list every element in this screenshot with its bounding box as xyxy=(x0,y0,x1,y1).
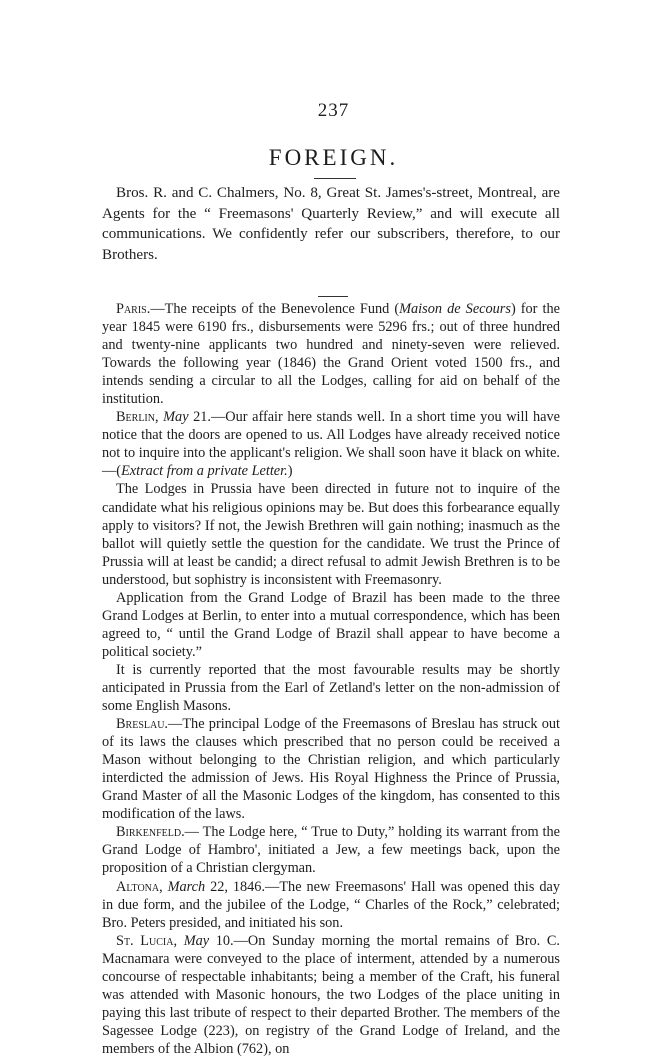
place-name: St. Lucia, xyxy=(116,932,178,949)
paragraph-text: ) xyxy=(287,463,293,480)
italic-text: Extract from a private Letter. xyxy=(121,463,288,480)
italic-text: Maison de Secours xyxy=(399,301,511,317)
paragraph-text: ) for the year 1845 were 6190 frs., disbursements were 5296 frs.; out of three hundred and twenty-nine applicants two hundred and ninety-seven were relieved. Towards the following year (1846) the Grand Orient voted 1500 frs., and intends sending a circular to all the Lodges, calling for aid on behalf of the institution. xyxy=(102,301,560,408)
place-name: Altona, xyxy=(116,878,163,895)
paragraph-paris xyxy=(102,300,560,408)
section-title: FOREIGN. xyxy=(268,145,399,170)
place-name: Breslau. xyxy=(116,716,169,733)
place-name: Paris. xyxy=(116,301,151,317)
news-block xyxy=(102,300,560,1058)
date-month: March xyxy=(162,878,206,895)
paragraph-text: —The principal Lodge of the Freemasons of Breslau has struck out of its laws the clauses which prescribed that no person could be received a Mason without belonging to the Christian religion, and which particularly interdicted the admission of Jews. His Royal Highness the Prince of Prussia, Grand Master of all the Masonic Lodges of the kingdom, has consented to this modification of the laws. xyxy=(102,716,560,823)
date-month: May xyxy=(158,409,189,426)
paragraph-brazil: Application from the Grand Lodge of Brazil has been made to the three Grand Lodges at Berlin, to enter into a mutual correspondence, which has been agreed to, “ until the Grand Lodge of Brazil shall appear to have become a political society.” xyxy=(102,589,560,660)
place-name: Birkenfeld. xyxy=(116,824,185,841)
paragraph-birkenfeld xyxy=(102,823,560,877)
page-number: 237 xyxy=(317,100,350,121)
section-divider xyxy=(318,296,348,297)
place-name: Berlin, xyxy=(116,409,159,426)
paragraph-prussia-lodges: The Lodges in Prussia have been directed in future not to inquire of the candidate what his religious opinions may be. But does this forbearance equally apply to visitors? If not, the Jewish Brethren will gain nothing; inasmuch as the ballot will quietly settle the question for the candidate. We trust the Prince of Prussia will at least be candid; a direct refusal to admit Jewish Brethren is to be understood, but sophistry is inconsistent with Freemasonry. xyxy=(102,481,560,588)
intro-paragraph: Bros. R. and C. Chalmers, No. 8, Great St. James's-street, Montreal, are Agents for the “ Freemasons' Quarterly Review,” and will execute all communications. We confidently refer our subscribers, therefore, to our Brothers. xyxy=(102,185,560,263)
paragraph-text: 21.—Our affair here stands well. In a short time you will have notice that the doors are opened to us. All Lodges have already received notice not to inquire into the applicant's religion. We shall soon have it black on white.—( xyxy=(102,409,560,480)
paragraph-text: 22, 1846.—The new Freemasons' Hall was opened this day in due form, and the jubilee of the Lodge, “ Charles of the Rock,” celebrated; Bro. Peters presided, and initiated his son. xyxy=(102,878,560,931)
title-rule xyxy=(314,178,356,179)
paragraph-breslau xyxy=(102,715,560,823)
paragraph-altona xyxy=(102,878,560,932)
paragraph-berlin xyxy=(102,408,560,480)
paragraph-st-lucia xyxy=(102,932,560,1058)
paragraph-text: 10.—On Sunday morning the mortal remains of Bro. C. Macnamara were conveyed to the place of interment, attended by a numerous concourse of respectable inhabitants; being a member of the Craft, his funeral was attended with Masonic honours, the two Lodges of the place uniting in paying this last tribute of respect to their departed Brother. The members of the Sagessee Lodge (223), on registry of the Grand Lodge of Ireland, and the members of the Albion (762), on xyxy=(102,932,561,1057)
date-month: May xyxy=(177,932,210,949)
paragraph-text: —The receipts of the Benevolence Fund ( xyxy=(150,301,400,317)
intro-block xyxy=(102,183,560,265)
paragraph-zetland: It is currently reported that the most favourable results may be shortly anticipated in Prussia from the Earl of Zetland's letter on the non-admission of some English Masons. xyxy=(102,661,560,715)
paragraph-text: — The Lodge here, “ True to Duty,” holding its warrant from the Grand Lodge of Hambro', initiated a Jew, a few meetings back, upon the proposition of a Christian clergyman. xyxy=(102,824,560,877)
